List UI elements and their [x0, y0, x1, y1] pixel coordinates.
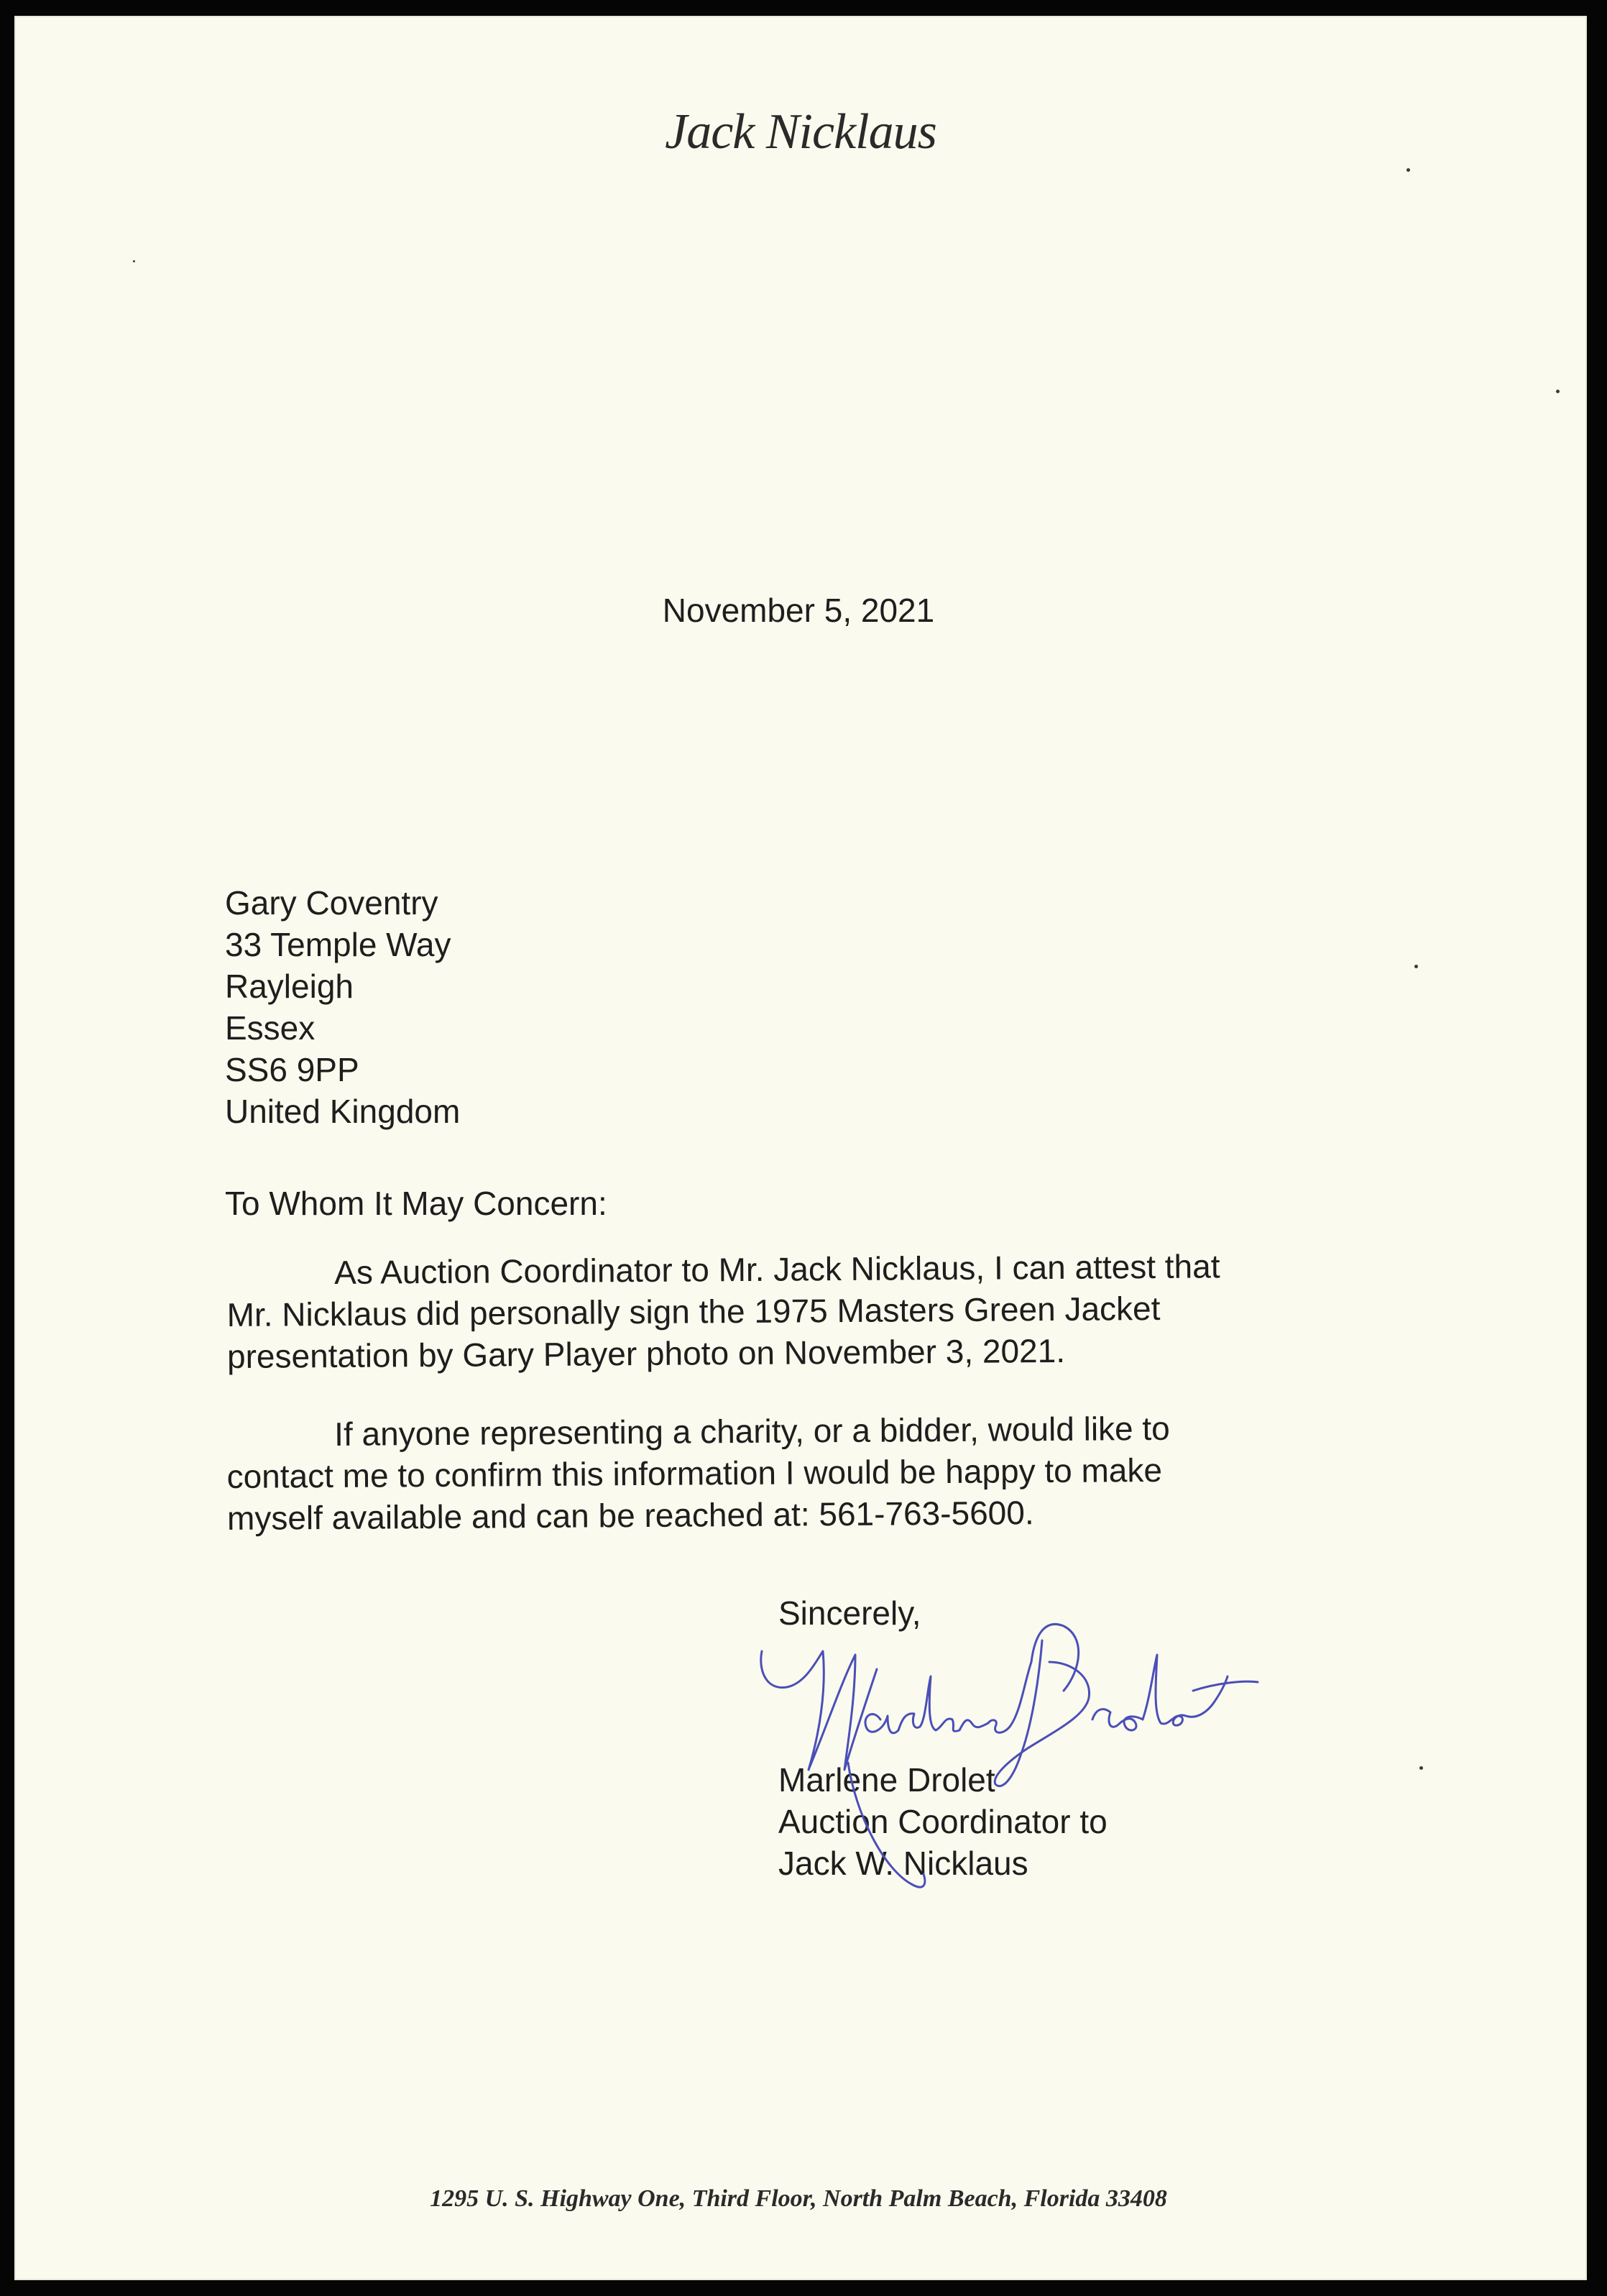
recipient-address	[225, 882, 460, 1132]
letterhead-name: Jack Nicklaus	[665, 104, 936, 160]
letter-date: November 5, 2021	[662, 592, 935, 629]
paragraph-attestation	[226, 1244, 1348, 1377]
paragraph-line: presentation by Gary Player photo on November 3, 2021.	[226, 1331, 1066, 1375]
footer-address: 1295 U. S. Highway One, Third Floor, North Palm Beach, Florida 33408	[430, 2185, 1167, 2212]
signer-name: Marlene Drolet	[778, 1761, 995, 1799]
recipient-name: Gary Coventry	[225, 884, 438, 922]
handwritten-signature	[747, 1583, 1265, 1921]
paper-speck	[1556, 390, 1560, 393]
recipient-county: Essex	[225, 1009, 316, 1047]
recipient-country: United Kingdom	[225, 1093, 461, 1130]
paragraph-line: If anyone representing a charity, or a bidder, would like to	[334, 1409, 1170, 1453]
paragraph-line: Mr. Nicklaus did personally sign the 1975 Masters Green Jacket	[226, 1289, 1161, 1333]
recipient-street: 33 Temple Way	[225, 926, 451, 963]
paper-speck	[1419, 1766, 1423, 1770]
closing: Sincerely,	[778, 1594, 921, 1632]
signer-principal: Jack W. Nicklaus	[778, 1845, 1028, 1882]
paper-speck	[133, 260, 135, 262]
recipient-postcode: SS6 9PP	[225, 1051, 359, 1088]
paragraph-line: myself available and can be reached at: 561-763-5600.	[226, 1494, 1034, 1537]
signer-title: Auction Coordinator to	[778, 1803, 1108, 1840]
letter-page	[14, 16, 1587, 2280]
paper-speck	[1414, 965, 1418, 968]
salutation: To Whom It May Concern:	[225, 1185, 607, 1222]
recipient-town: Rayleigh	[225, 968, 354, 1005]
paper-speck	[1406, 168, 1410, 172]
paragraph-line: As Auction Coordinator to Mr. Jack Nicklaus, I can attest that	[334, 1247, 1220, 1291]
paragraph-contact	[226, 1406, 1348, 1539]
paragraph-line: contact me to confirm this information I would be happy to make	[226, 1451, 1163, 1495]
